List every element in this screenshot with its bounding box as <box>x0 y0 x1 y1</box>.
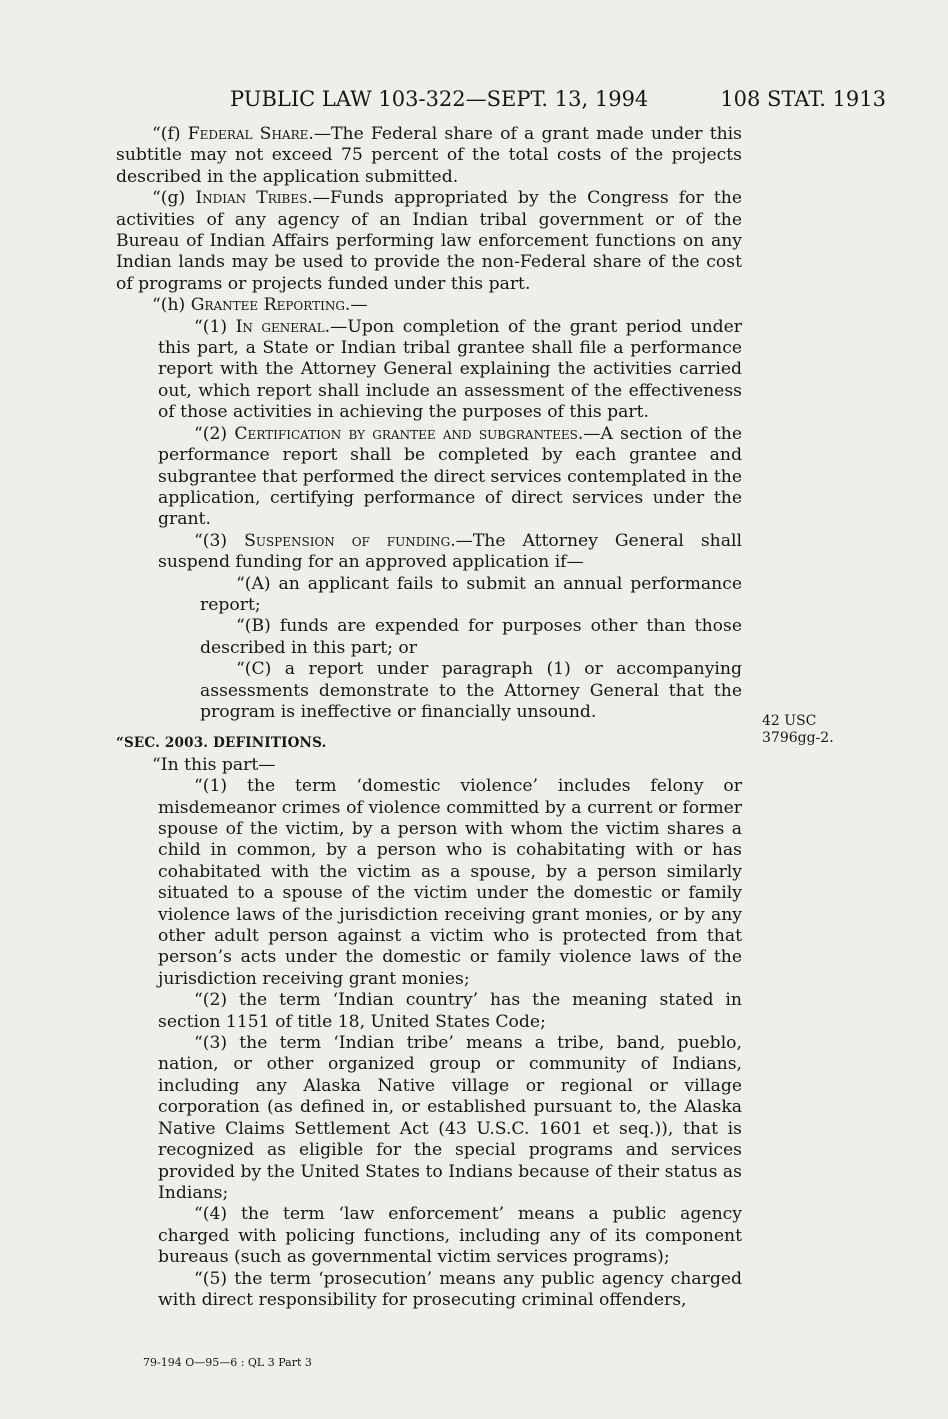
paragraph-h3-heading: Suspension of funding. <box>244 530 456 551</box>
document-body <box>116 124 742 1311</box>
section-intro: “In this part— <box>152 754 276 775</box>
definition-5: “(5) the term ‘prosecution’ means any public agency charged with direct responsibility for prosecuting criminal offenders, <box>158 1268 742 1310</box>
subparagraph-c: “(C) a report under paragraph (1) or accompanying assessments demonstrate to the Attorney General that the program is ineffective or financially unsound. <box>200 659 742 722</box>
running-head <box>0 84 948 114</box>
definition-2: “(2) the term ‘Indian country’ has the meaning stated in section 1151 of title 18, United States Code; <box>158 990 742 1032</box>
subparagraph-a: “(A) an applicant fails to submit an annual performance report; <box>200 573 742 615</box>
subsection-g-heading: Indian Tribes. <box>195 188 313 209</box>
paragraph-h3: “(3) Suspension of funding.—The Attorney General shall suspend funding for an approved application if— <box>158 530 742 573</box>
paragraph-h2: “(2) Certification by grantee and subgrantees.—A section of the performance report shall be completed by each grantee and subgrantee that performed the direct services contemplated in the application, certifying performance of direct services under the grant. <box>158 423 742 530</box>
margin-citation-line1: 42 USC <box>762 713 817 729</box>
page-title: PUBLIC LAW 103-322—SEPT. 13, 1994 <box>230 87 649 111</box>
statute-page-number: 108 STAT. 1913 <box>720 87 886 111</box>
subsection-h: “(h) Grantee Reporting.— <box>152 295 368 316</box>
subparagraph-b: “(B) funds are expended for purposes other than those described in this part; or <box>200 616 742 658</box>
paragraph-h2-heading: Certification by grantee and subgrantees. <box>234 423 584 444</box>
subsection-f-heading: Federal Share. <box>187 124 314 144</box>
margin-citation-line2: 3796gg-2. <box>762 730 834 746</box>
subsection-g: “(g) Indian Tribes.—Funds appropriated by the Congress for the activities of any agency of an Indian tribal government or of the Bureau of Indian Affairs performing law enforcement functions on any Indian lands may be used to provide the non-Federal share of the cost of programs or projects funded under this part. <box>116 188 742 294</box>
subsection-f: “(f) Federal Share.—The Federal share of a grant made under this subtitle may not exceed 75 percent of the total costs of the projects described in the application submitted. <box>116 124 742 187</box>
definition-3: “(3) the term ‘Indian tribe’ means a tribe, band, pueblo, nation, or other organized group or community of Indians, including any Alaska Native village or regional or village corporation (as defined in, or established pursuant to, the Alaska Native Claims Settlement Act (43 U.S.C. 1601 et seq.)), that is recognized as eligible for the special programs and services provided by the United States to Indians because of their status as Indians; <box>158 1033 742 1203</box>
definition-1: “(1) the term ‘domestic violence’ includes felony or misdemeanor crimes of violence committed by a current or former spouse of the victim, by a person with whom the victim shares a child in common, by a person who is cohabitating with or has cohabitated with the victim as a spouse, by a person similarly situated to a spouse of the victim under the domestic or family violence laws of the jurisdiction receiving grant monies, or by any other adult person against a victim who is protected from that person’s acts under the domestic or family violence laws of the jurisdiction receiving grant monies; <box>158 776 742 989</box>
paragraph-h1-heading: In general. <box>235 316 331 337</box>
margin-citation <box>762 713 872 747</box>
definition-4: “(4) the term ‘law enforcement’ means a public agency charged with policing functions, including any of its component bureaus (such as governmental victim services programs); <box>158 1204 742 1268</box>
subsection-h-heading: Grantee Reporting. <box>190 295 351 316</box>
print-footer: 79-194 O—95—6 : QL 3 Part 3 <box>143 1356 312 1369</box>
paragraph-h1: “(1) In general.—Upon completion of the grant period under this part, a State or Indian tribal grantee shall file a performance report with the Attorney General explaining the activities carried out, which report shall include an assessment of the effectiveness of those activities in achieving the purposes of this part. <box>158 316 742 423</box>
section-heading: “SEC. 2003. DEFINITIONS. <box>116 735 327 752</box>
